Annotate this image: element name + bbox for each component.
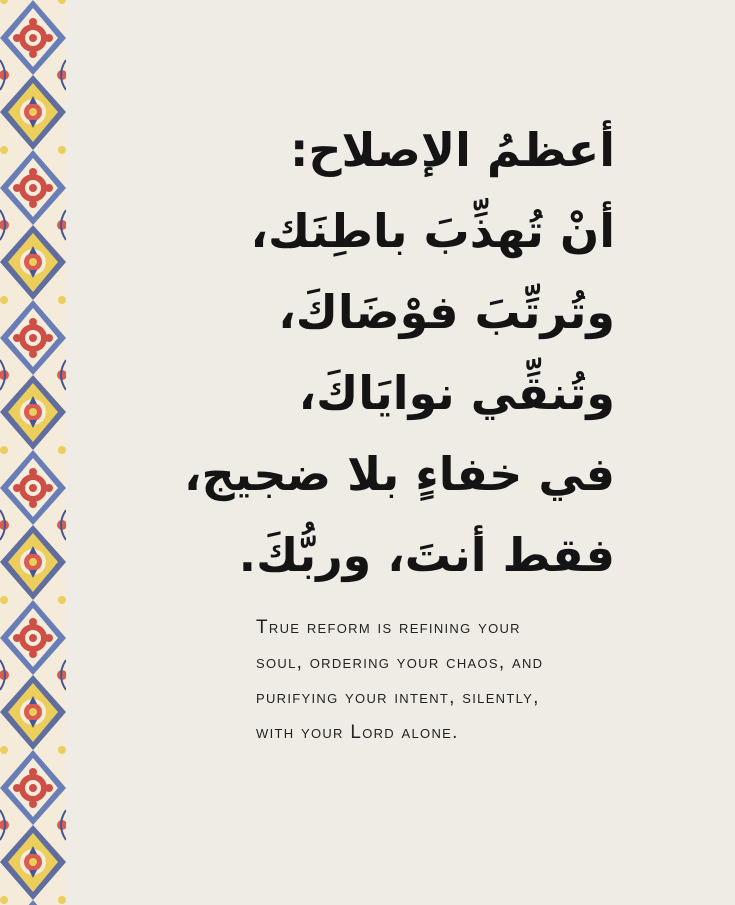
arabic-line-6: فقط أنتَ، وربُّكَ. — [238, 528, 615, 582]
arabic-line-5: في خفاءٍ بلا ضجيج، — [184, 447, 615, 501]
floral-pattern-image — [0, 0, 66, 905]
english-line-4: with your Lord alone. — [256, 722, 459, 743]
text-content — [150, 110, 615, 750]
english-line-1: True reform is refining your — [256, 617, 521, 638]
english-line-3: purifying your intent, silently, — [256, 687, 540, 708]
arabic-line-1: أعظمُ الإصلاح: — [289, 123, 615, 177]
arabic-line-2: أنْ تُهذِّبَ باطِنَك، — [250, 204, 615, 258]
english-line-2: soul, ordering your chaos, and — [256, 652, 544, 673]
english-translation — [256, 610, 616, 750]
arabic-line-3: وتُرتِّبَ فوْضَاكَ، — [278, 285, 615, 339]
ornamental-border — [0, 0, 66, 905]
arabic-verse — [150, 110, 615, 596]
arabic-line-4: وتُنقِّي نوايَاكَ، — [298, 366, 615, 420]
